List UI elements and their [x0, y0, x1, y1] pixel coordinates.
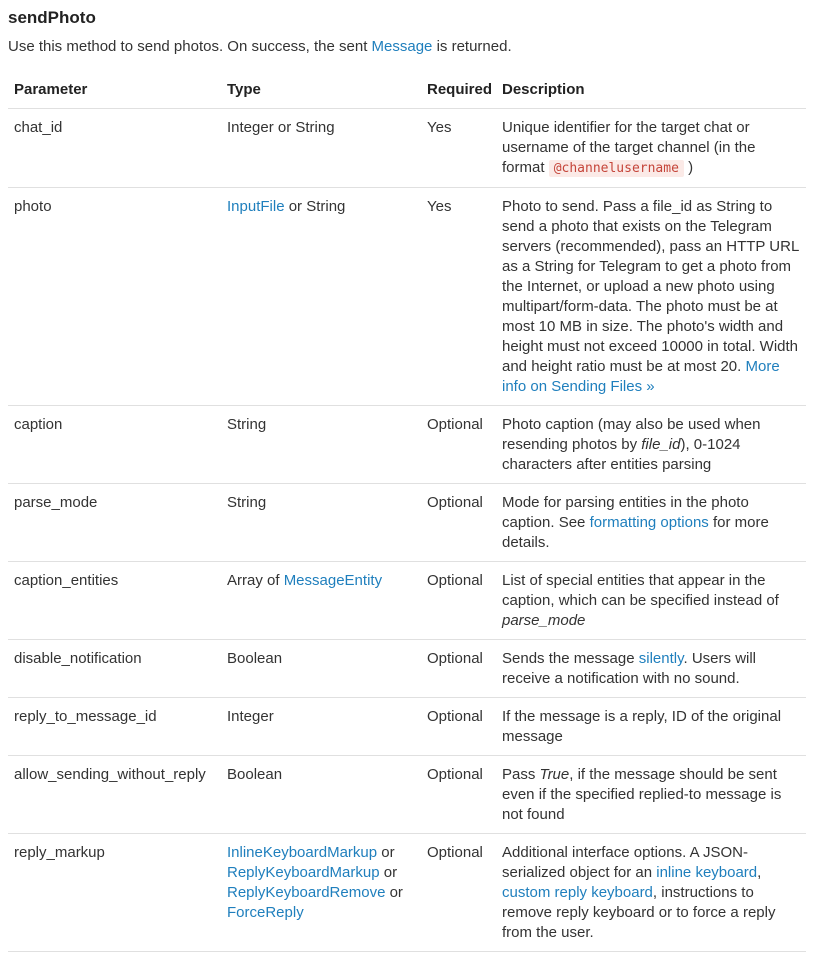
text-segment: Use this method to send photos. On success, the sent	[8, 38, 372, 55]
parameter-required: Optional	[421, 640, 496, 698]
parameter-name: allow_sending_without_reply	[8, 756, 221, 834]
table-body	[8, 109, 806, 952]
parameter-required: Yes	[421, 188, 496, 406]
parameter-required: Optional	[421, 406, 496, 484]
italic-text: True	[539, 766, 570, 783]
text-segment: Array of	[227, 572, 284, 589]
link-more-info-on-sending-files[interactable]: More info on Sending Files »	[502, 358, 780, 395]
parameter-type	[221, 756, 421, 834]
parameters-table	[8, 72, 806, 952]
parameter-type	[221, 484, 421, 562]
text-segment: Pass	[502, 766, 540, 783]
link-inline-keyboard[interactable]: inline keyboard	[656, 864, 758, 881]
link-formatting-options[interactable]: formatting options	[589, 514, 709, 531]
text-segment: , if the message should be sent even if the specified replied-to message is not found	[502, 766, 782, 823]
text-segment: or String	[284, 198, 346, 215]
parameter-name: caption_entities	[8, 562, 221, 640]
table-row	[8, 640, 806, 698]
text-segment: or	[377, 844, 395, 861]
link-inlinekeyboardmarkup[interactable]: InlineKeyboardMarkup	[227, 844, 378, 861]
table-row	[8, 698, 806, 756]
text-segment: )	[683, 159, 694, 176]
parameter-name: caption	[8, 406, 221, 484]
parameter-description	[496, 484, 806, 562]
parameter-description	[496, 698, 806, 756]
table-row	[8, 834, 806, 952]
link-message[interactable]: Message	[371, 38, 433, 55]
parameter-name: photo	[8, 188, 221, 406]
parameter-description	[496, 756, 806, 834]
inline-code: @channelusername	[549, 160, 684, 177]
parameter-name: disable_notification	[8, 640, 221, 698]
link-silently[interactable]: silently	[638, 650, 684, 667]
column-header-description: Description	[496, 72, 806, 109]
table-row	[8, 109, 806, 188]
text-segment: , instructions to remove reply keyboard or to force a reply from the user.	[502, 884, 776, 941]
parameter-required: Optional	[421, 834, 496, 952]
parameter-description	[496, 109, 806, 188]
parameter-required: Optional	[421, 484, 496, 562]
text-segment: Photo to send. Pass a file_id as String to send a photo that exists on the Telegram servers (recommended), pass an HTTP URL as a String for Telegram to get a photo from the Internet, or upload a new photo using multipart/form-data. The photo must be at most 10 MB in size. The photo's width and height must not exceed 10000 in total. Width and height ratio must be at most 20.	[502, 198, 799, 375]
text-segment: Sends the message	[502, 650, 639, 667]
text-segment: If the message is a reply, ID of the original message	[502, 708, 782, 745]
table-row	[8, 562, 806, 640]
parameter-type	[221, 406, 421, 484]
parameter-description	[496, 406, 806, 484]
text-segment: Additional interface options. A JSON-serialized object for an	[502, 844, 748, 881]
text-segment: ), 0-1024 characters after entities parsing	[502, 436, 741, 473]
parameter-type	[221, 109, 421, 188]
link-custom-reply-keyboard[interactable]: custom reply keyboard	[502, 884, 653, 901]
table-row	[8, 406, 806, 484]
parameter-name: chat_id	[8, 109, 221, 188]
parameter-type	[221, 698, 421, 756]
text-segment: Boolean	[227, 766, 283, 783]
page-title: sendPhoto	[8, 8, 96, 27]
parameter-required: Optional	[421, 562, 496, 640]
parameter-name: reply_markup	[8, 834, 221, 952]
parameter-name: reply_to_message_id	[8, 698, 221, 756]
text-segment: Mode for parsing entities in the photo caption. See	[502, 494, 749, 531]
parameter-description	[496, 188, 806, 406]
parameter-required: Yes	[421, 109, 496, 188]
table-header-row	[8, 72, 806, 109]
parameter-description	[496, 834, 806, 952]
parameter-description	[496, 562, 806, 640]
link-inputfile[interactable]: InputFile	[227, 198, 285, 215]
text-segment: for more details.	[502, 514, 769, 551]
column-header-type: Type	[221, 72, 421, 109]
text-segment: or	[385, 884, 403, 901]
text-segment: is returned.	[432, 38, 512, 55]
parameter-type	[221, 640, 421, 698]
text-segment: Unique identifier for the target chat or username of the target channel (in the format	[502, 119, 756, 176]
text-segment: List of special entities that appear in the caption, which can be specified instead of	[502, 572, 779, 609]
link-messageentity[interactable]: MessageEntity	[283, 572, 383, 589]
parameter-required: Optional	[421, 698, 496, 756]
text-segment: Integer	[227, 708, 274, 725]
intro-text	[8, 37, 806, 57]
parameter-name: parse_mode	[8, 484, 221, 562]
parameter-description	[496, 640, 806, 698]
link-replykeyboardremove[interactable]: ReplyKeyboardRemove	[227, 884, 386, 901]
parameter-type	[221, 834, 421, 952]
text-segment: or	[379, 864, 398, 881]
text-segment: Integer or String	[227, 119, 335, 136]
parameter-type	[221, 188, 421, 406]
table-row	[8, 484, 806, 562]
text-segment: String	[227, 494, 267, 511]
table-row	[8, 188, 806, 406]
text-segment: ,	[757, 864, 762, 881]
parameter-required: Optional	[421, 756, 496, 834]
text-segment: Photo caption (may also be used when resending photos by	[502, 416, 761, 453]
link-replykeyboardmarkup[interactable]: ReplyKeyboardMarkup	[227, 864, 380, 881]
italic-text: file_id	[641, 436, 681, 453]
text-segment: Boolean	[227, 650, 283, 667]
text-segment: String	[227, 416, 267, 433]
column-header-parameter: Parameter	[8, 72, 221, 109]
italic-text: parse_mode	[502, 612, 586, 629]
table-row	[8, 756, 806, 834]
column-header-required: Required	[421, 72, 496, 109]
parameter-type	[221, 562, 421, 640]
text-segment: . Users will receive a notification with no sound.	[502, 650, 757, 687]
link-forcereply[interactable]: ForceReply	[227, 904, 304, 921]
